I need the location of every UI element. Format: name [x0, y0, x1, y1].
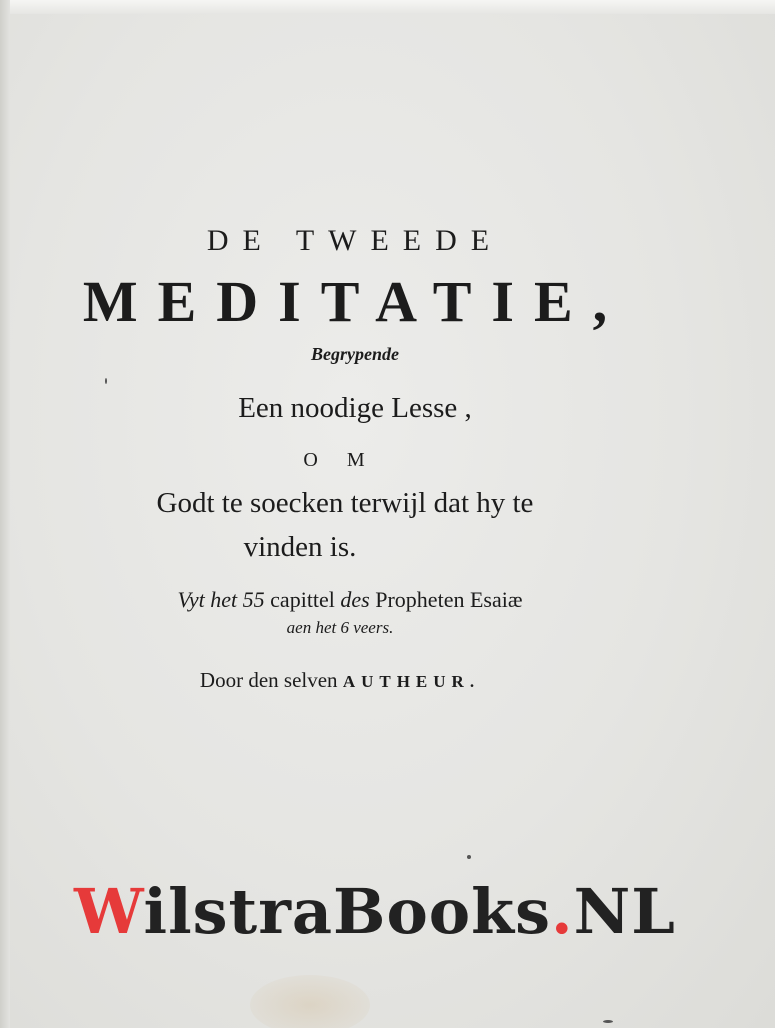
paper-speck	[467, 855, 471, 859]
paper-stain	[250, 975, 370, 1028]
paper-speck	[603, 1020, 613, 1023]
watermark-dot: .	[551, 875, 574, 948]
text-aen-het: aen het 6 veers.	[286, 618, 394, 637]
page-top-edge	[0, 0, 775, 14]
watermark-w: W	[74, 875, 144, 948]
text-godt: Godt te soecken terwijl dat hy te	[156, 487, 534, 519]
title-line-2: MEDITATIE,	[82, 269, 628, 334]
page-left-edge	[0, 0, 10, 1028]
text-capittel: capittel	[264, 587, 341, 612]
watermark-logo	[74, 875, 714, 948]
text-lesse: Een noodige Lesse ,	[238, 392, 472, 424]
text-source-reference	[115, 587, 585, 613]
title-line-1: DE TWEEDE	[206, 224, 504, 257]
text-om: O M	[303, 449, 377, 471]
paper-speck	[105, 378, 107, 384]
subtitle-begrypende: Begrypende	[311, 344, 399, 364]
watermark-nl: NL	[573, 875, 676, 948]
text-propheten: Propheten Esaiæ	[369, 587, 523, 612]
text-vinden: vinden is.	[243, 531, 357, 563]
text-author-line	[185, 668, 495, 693]
watermark-name: ilstraBooks	[143, 875, 552, 948]
text-door: Door den selven	[199, 668, 343, 692]
text-autheur: AUTHEUR.	[342, 672, 481, 691]
text-des: des	[340, 587, 370, 612]
text-vyt: Vyt het 55	[177, 587, 265, 612]
